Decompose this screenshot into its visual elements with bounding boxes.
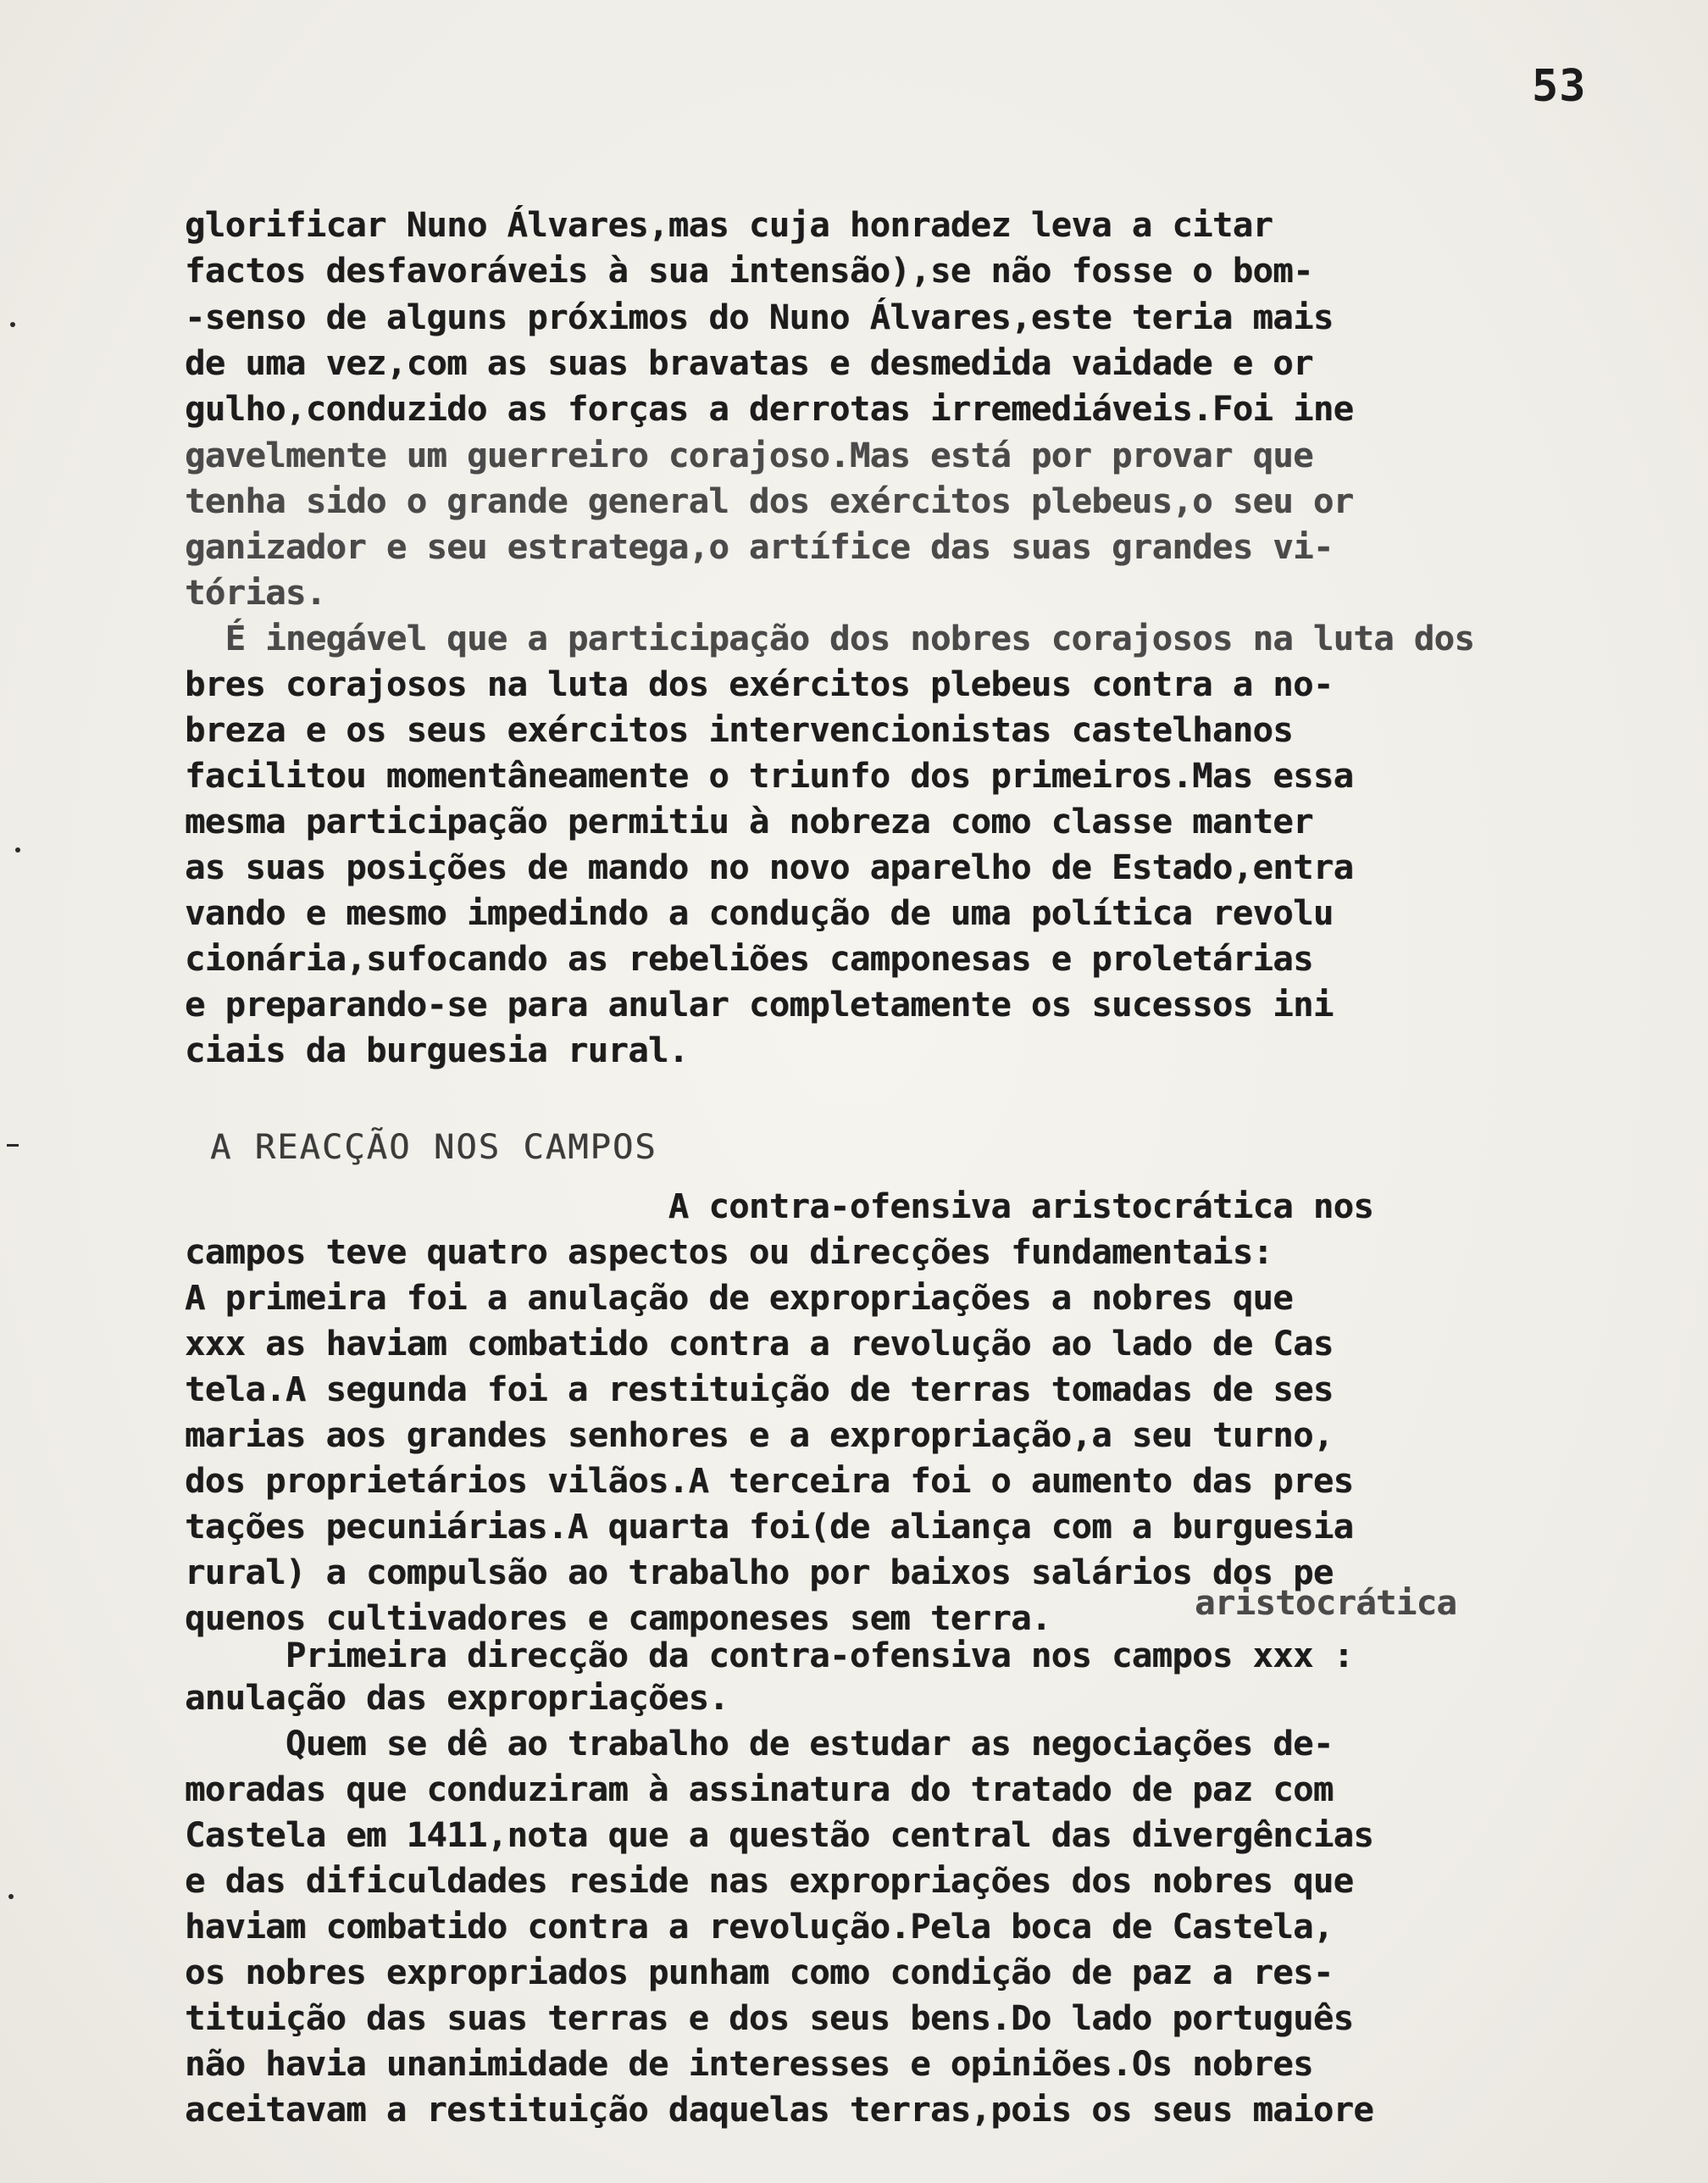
text-line: bres corajosos na luta dos exércitos plebeus contra a no- (185, 664, 1334, 704)
text-line: Primeira direcção da contra-ofensiva nos campos xxx : (185, 1635, 1354, 1675)
text-line: A primeira foi a anulação de expropriações a nobres que (185, 1277, 1294, 1318)
text-line: É inegável que a participação dos nobres corajosos na luta dos (185, 618, 1475, 658)
text-line: de uma vez,com as suas bravatas e desmedida vaidade e or (185, 342, 1313, 383)
text-line: haviam combatido contra a revolução.Pela boca de Castela, (185, 1906, 1334, 1947)
text-line: Castela em 1411,nota que a questão central das divergências (185, 1814, 1374, 1855)
text-line: tações pecuniárias.A quarta foi(de aliança com a burguesia (185, 1506, 1354, 1547)
text-line: rural) a compulsão ao trabalho por baixos salários dos pe (185, 1552, 1334, 1592)
text-line: tituição das suas terras e dos seus bens.Do lado português (185, 1997, 1354, 2038)
text-line: aceitavam a restituição daquelas terras,pois os seus maiore (185, 2089, 1374, 2130)
text-line: vando e mesmo impedindo a condução de uma política revolu (185, 892, 1334, 933)
section-heading: A REACÇÃO NOS CAMPOS (210, 1126, 657, 1167)
text-line: campos teve quatro aspectos ou direcções fundamentais: (185, 1231, 1273, 1272)
text-line: gavelmente um guerreiro corajoso.Mas está por provar que (185, 435, 1313, 475)
text-line: dos proprietários vilãos.A terceira foi o aumento das pres (185, 1460, 1354, 1501)
text-line: xxx as haviam combatido contra a revolução ao lado de Cas (185, 1323, 1334, 1364)
text-line: glorificar Nuno Álvares,mas cuja honradez leva a citar (185, 204, 1273, 245)
margin-speck (10, 322, 15, 327)
text-line: tórias. (185, 572, 326, 613)
text-line: ganizador e seu estratega,o artífice das suas grandes vi- (185, 526, 1334, 567)
text-line: breza e os seus exércitos intervencionistas castelhanos (185, 709, 1294, 750)
text-line: Quem se dê ao trabalho de estudar as negociações de- (185, 1723, 1334, 1764)
overstrike-text: aristocrática (1195, 1582, 1457, 1623)
text-line: quenos cultivadores e camponeses sem terra. (185, 1597, 1051, 1638)
text-line: e preparando-se para anular completamente os sucessos ini (185, 984, 1334, 1025)
text-line: os nobres expropriados punham como condição de paz a res- (185, 1952, 1334, 1992)
page-number: 53 (1532, 61, 1587, 112)
margin-speck (15, 847, 20, 853)
margin-speck (7, 1144, 19, 1147)
text-line: não havia unanimidade de interesses e opiniões.Os nobres (185, 2043, 1313, 2084)
text-line: gulho,conduzido as forças a derrotas irremediáveis.Foi ine (185, 388, 1354, 429)
text-line: facilitou momentâneamente o triunfo dos primeiros.Mas essa (185, 755, 1354, 796)
text-line: mesma participação permitiu à nobreza como classe manter (185, 801, 1313, 842)
text-line: tenha sido o grande general dos exércitos plebeus,o seu or (185, 480, 1354, 521)
text-line: A contra-ofensiva aristocrática nos (185, 1186, 1374, 1226)
text-line: as suas posições de mando no novo aparelho de Estado,entra (185, 847, 1354, 887)
text-line: factos desfavoráveis à sua intensão),se não fosse o bom- (185, 250, 1313, 291)
text-line: marias aos grandes senhores e a expropriação,a seu turno, (185, 1414, 1334, 1455)
text-line: tela.A segunda foi a restituição de terras tomadas de ses (185, 1369, 1334, 1409)
text-line: anulação das expropriações. (185, 1677, 729, 1718)
text-line: moradas que conduziram à assinatura do tratado de paz com (185, 1769, 1334, 1809)
text-line: ciais da burguesia rural. (185, 1030, 689, 1070)
margin-speck (8, 1894, 14, 1899)
text-line: cionária,sufocando as rebeliões camponesas e proletárias (185, 938, 1313, 979)
text-line: e das dificuldades reside nas expropriações dos nobres que (185, 1860, 1354, 1901)
text-line: -senso de alguns próximos do Nuno Álvares,este teria mais (185, 297, 1334, 337)
